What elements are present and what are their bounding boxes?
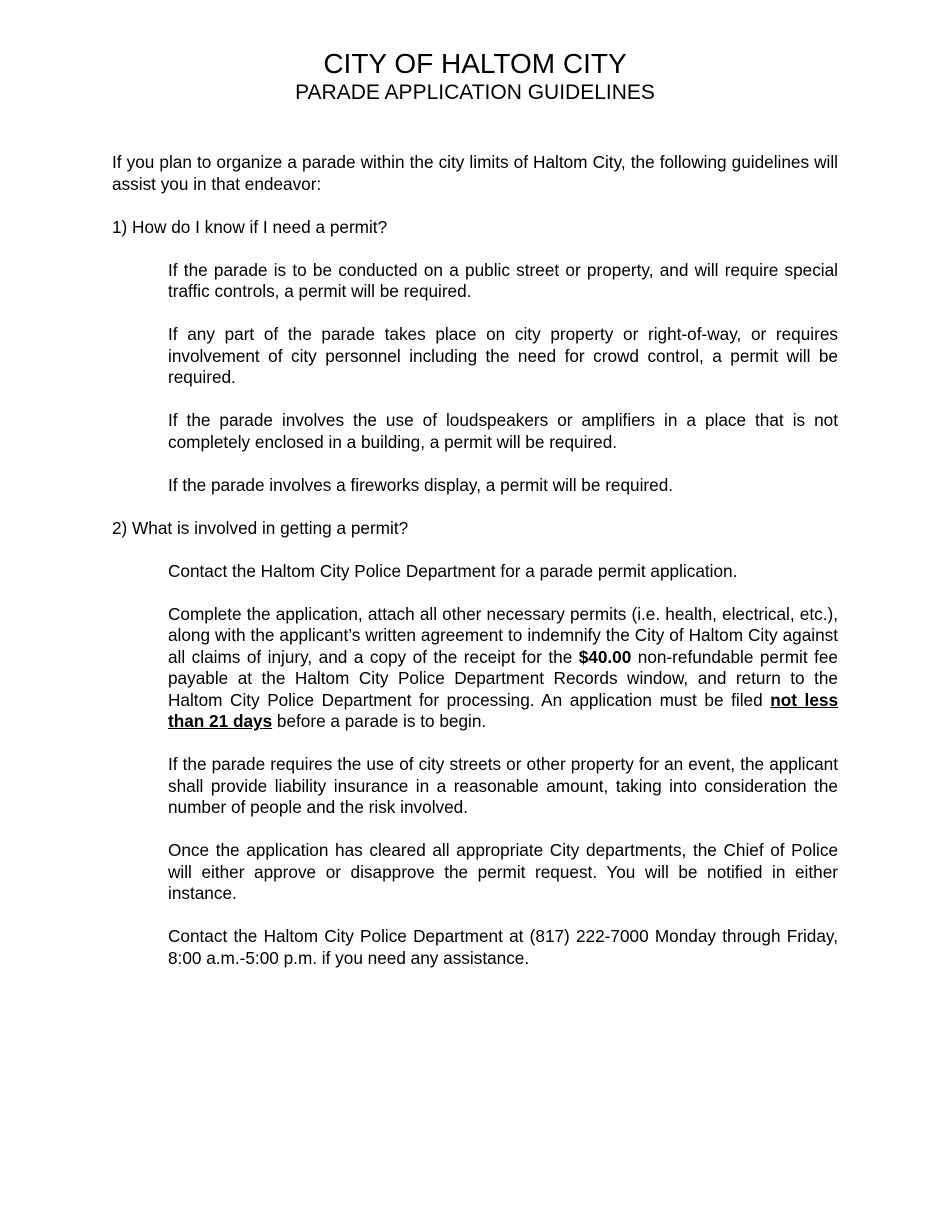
- permit-condition-fireworks: If the parade involves a fireworks display, a permit will be required.: [168, 474, 674, 495]
- section-1-answers: [168, 260, 838, 497]
- approval-paragraph: Once the application has cleared all appropriate City departments, the Chief of Police will either approve or disapprove the permit request. You will be notified in either instance.: [168, 840, 838, 903]
- intro-paragraph: If you plan to organize a parade within the city limits of Haltom City, the following guidelines will assist you in that endeavor:: [112, 152, 838, 194]
- complete-application-paragraph: [168, 604, 838, 733]
- permit-fee: $40.00: [578, 646, 632, 667]
- permit-condition-city-property: If any part of the parade takes place on city property or right-of-way, or requires involvement of city personnel including the need for crowd control, a permit will be required.: [168, 324, 838, 387]
- permit-condition-street: If the parade is to be conducted on a public street or property, and will require special traffic controls, a permit will be required.: [168, 259, 838, 301]
- permit-condition-loudspeakers: If the parade involves the use of loudspeakers or amplifiers in a place that is not completely enclosed in a building, a permit will be required.: [168, 410, 838, 452]
- filing-deadline: not less than 21 days: [168, 689, 838, 731]
- complete-text-2: non-refundable permit fee payable at the Haltom City Police Department Records window, and return to the Haltom City Police Department for processing. An application must be filed: [168, 646, 838, 710]
- document-body: [112, 152, 838, 991]
- document-subtitle: PARADE APPLICATION GUIDELINES: [295, 81, 655, 104]
- section-1-question: 1) How do I know if I need a permit?: [112, 216, 388, 237]
- insurance-paragraph: If the parade requires the use of city streets or other property for an event, the applicant shall provide liability insurance in a reasonable amount, taking into consideration the number of people and the risk involved.: [168, 754, 838, 817]
- document-title: CITY OF HALTOM CITY: [323, 48, 627, 79]
- contact-for-application: Contact the Haltom City Police Department for a parade permit application.: [168, 560, 738, 581]
- document-header: [0, 48, 950, 106]
- section-2-answers: [168, 561, 838, 970]
- complete-text-3: before a parade is to begin.: [272, 711, 487, 731]
- complete-text-1: Complete the application, attach all other necessary permits (i.e. health, electrical, etc.), along with the applicant’s written agreement to indemnify the City of Haltom City against all claims of injury, and a copy of the receipt for the: [168, 603, 838, 667]
- section-2-question: 2) What is involved in getting a permit?: [112, 517, 409, 538]
- assistance-paragraph: Contact the Haltom City Police Department at (817) 222-7000 Monday through Friday, 8:00 a.m.-5:00 p.m. if you need any assistance.: [168, 926, 838, 968]
